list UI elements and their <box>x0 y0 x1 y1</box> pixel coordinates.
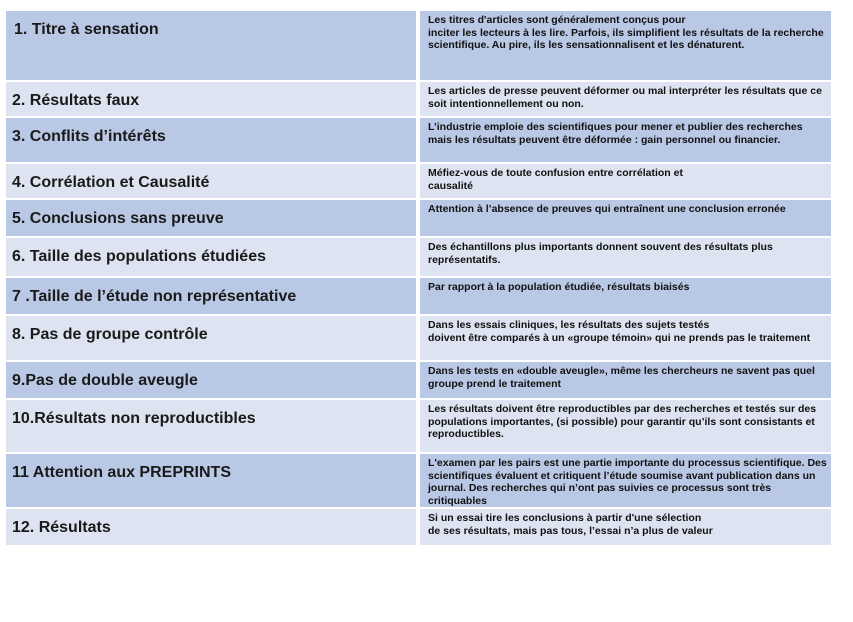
row-title: 11 Attention aux PREPRINTS <box>12 464 231 481</box>
row-title: 3. Conflits d’intérêts <box>12 128 166 145</box>
row-description: Dans les tests en «double aveugle», même les chercheurs ne savent pas quel groupe prend le traitement <box>428 365 815 390</box>
table-row <box>6 199 831 237</box>
table-row <box>6 277 831 315</box>
row-description-cell <box>418 199 831 237</box>
row-description-cell <box>418 163 831 199</box>
row-title: 1. Titre à sensation <box>14 21 159 38</box>
row-description: Des échantillons plus importants donnent souvent des résultats plus représentatifs. <box>428 241 773 266</box>
row-title: 7 .Taille de l’étude non représentative <box>12 288 297 305</box>
row-title: 2. Résultats faux <box>12 92 140 109</box>
row-description-cell <box>418 399 831 453</box>
row-title-cell <box>6 117 418 163</box>
row-description: Les titres d'articles sont généralement conçus pour inciter les lecteurs à les lire. Parfois, ils simplifient les résultats de la recherche scientifique. Au pire, ils les sensationnalisent et les dénaturent. <box>428 14 824 52</box>
row-description: Attention à l’absence de preuves qui entraînent une conclusion erronée <box>428 203 786 215</box>
checklist-rows <box>6 11 831 546</box>
row-description: Les résultats doivent être reproductibles par des recherches et testés sur des populations importantes, (si possible) pour garantir qu’ils sont consistants et reproductibles. <box>428 403 817 441</box>
row-description: L'examen par les pairs est une partie importante du processus scientifique. Des scientifiques évaluent et critiquent l’étude soumise avant publication dans un journal. Des recherches qui n’ont pas suivies ce processus sont très critiquables <box>428 457 827 507</box>
row-title: 5. Conclusions sans preuve <box>12 210 224 227</box>
row-title-cell <box>6 453 418 508</box>
row-title-cell <box>6 508 418 546</box>
row-title-cell <box>6 277 418 315</box>
row-description-cell <box>418 315 831 361</box>
row-title: 4. Corrélation et Causalité <box>12 174 210 191</box>
row-title: 10.Résultats non reproductibles <box>12 410 256 427</box>
row-description-cell <box>418 11 831 81</box>
row-description-cell <box>418 453 831 508</box>
row-description: Les articles de presse peuvent déformer ou mal interpréter les résultats que ce soit intentionnellement ou non. <box>428 85 822 110</box>
row-description-cell <box>418 237 831 277</box>
row-description-cell <box>418 81 831 117</box>
row-title-cell <box>6 81 418 117</box>
row-title: 12. Résultats <box>12 519 111 537</box>
table-row <box>6 453 831 508</box>
row-description: Méfiez-vous de toute confusion entre corrélation et causalité <box>428 167 683 192</box>
table-row <box>6 237 831 277</box>
table-row <box>6 361 831 399</box>
row-description: Si un essai tire les conclusions à partir d'une sélection de ses résultats, mais pas tous, l’essai n’a plus de valeur <box>428 512 713 537</box>
row-title-cell <box>6 315 418 361</box>
row-title-cell <box>6 163 418 199</box>
row-description: Dans les essais cliniques, les résultats des sujets testés doivent être comparés à un «groupe témoin» qui ne prends pas le traitement <box>428 319 811 344</box>
table-row <box>6 117 831 163</box>
row-title-cell <box>6 361 418 399</box>
table-row <box>6 315 831 361</box>
table-row <box>6 399 831 453</box>
row-title: 9.Pas de double aveugle <box>12 372 198 389</box>
row-title-cell <box>6 237 418 277</box>
row-title: 6. Taille des populations étudiées <box>12 248 266 265</box>
table-row <box>6 163 831 199</box>
row-description-cell <box>418 117 831 163</box>
row-description: Par rapport à la population étudiée, résultats biaisés <box>428 281 690 293</box>
row-title-cell <box>6 399 418 453</box>
table-row <box>6 508 831 546</box>
row-description-cell <box>418 277 831 315</box>
table-row <box>6 81 831 117</box>
row-title-cell <box>6 11 418 81</box>
row-description-cell <box>418 361 831 399</box>
row-title-cell <box>6 199 418 237</box>
table-row <box>6 11 831 81</box>
row-description: L’industrie emploie des scientifiques pour mener et publier des recherches mais les résultats peuvent être déformée : gain personnel ou financier. <box>428 121 803 146</box>
row-title: 8. Pas de groupe contrôle <box>12 326 208 343</box>
checklist-table <box>6 11 831 547</box>
row-description-cell <box>418 508 831 546</box>
